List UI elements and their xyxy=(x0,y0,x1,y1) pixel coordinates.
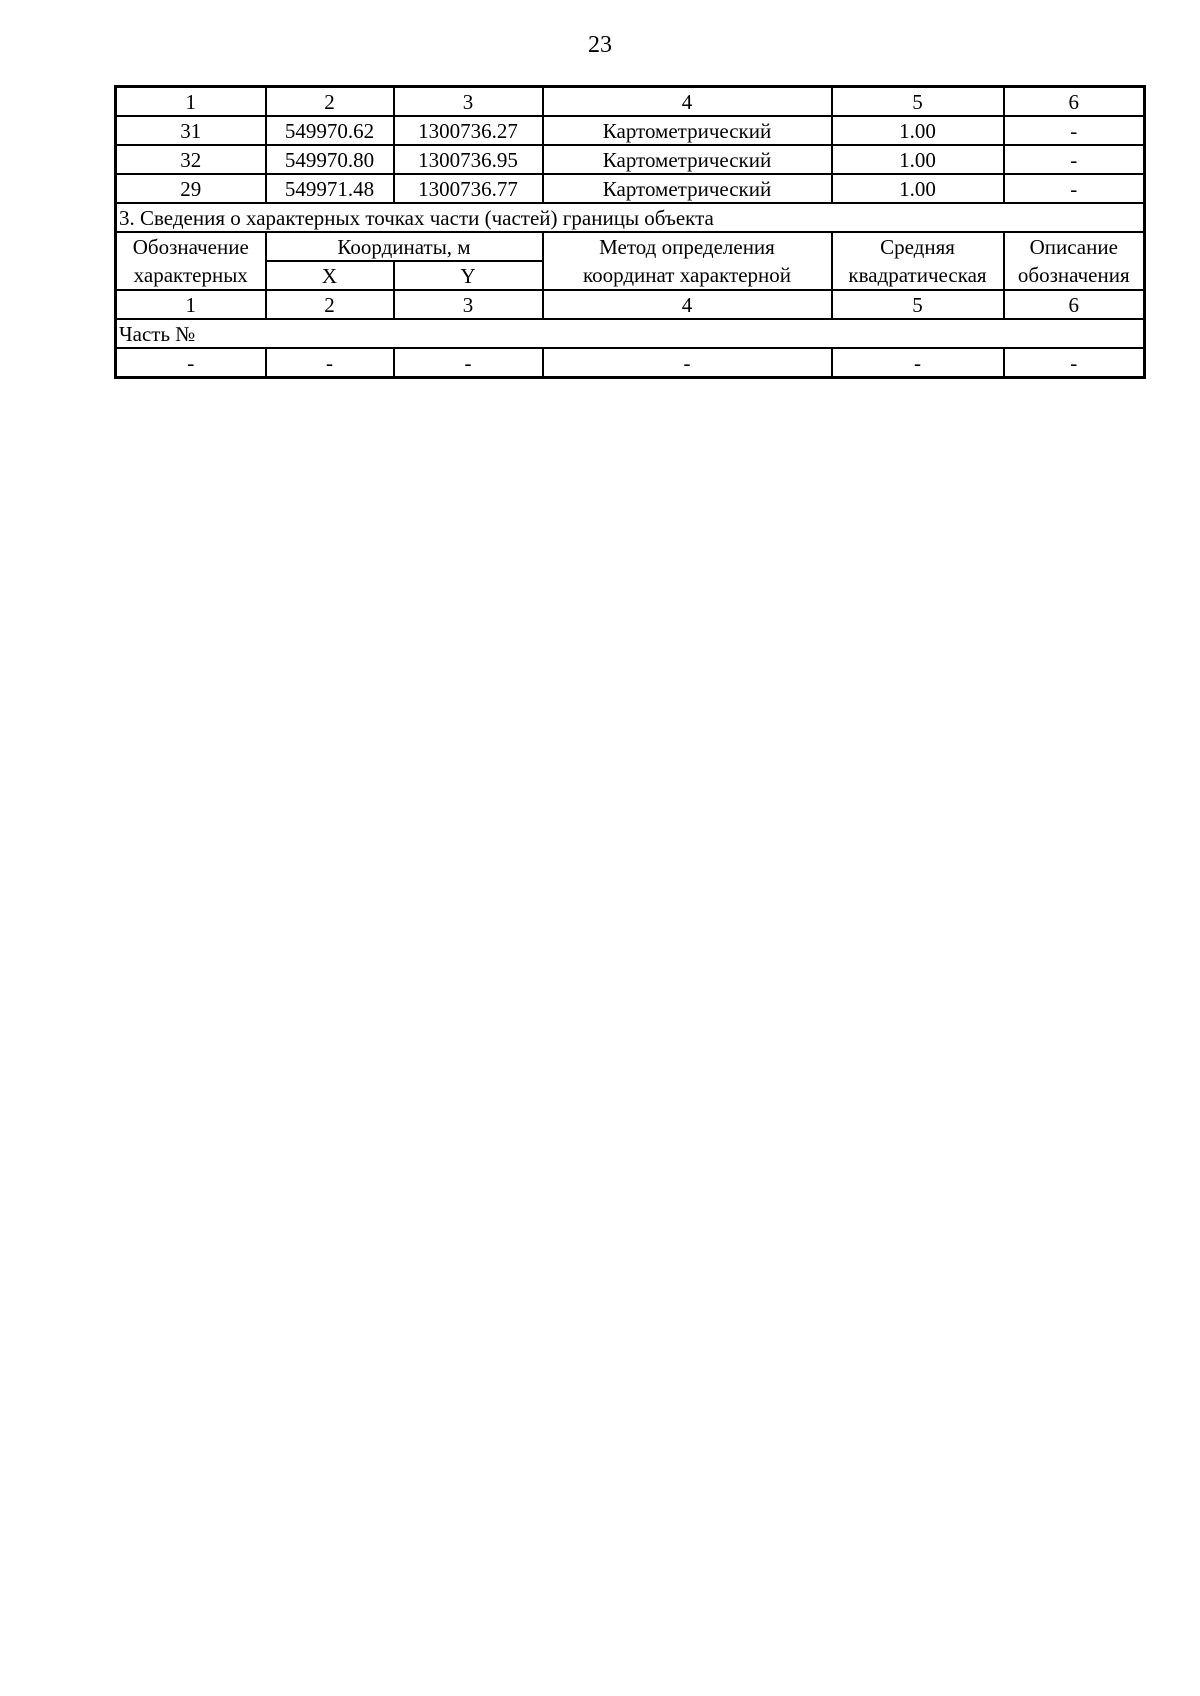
page-number: 23 xyxy=(588,32,612,58)
header-designation-line2: характерных xyxy=(116,261,266,290)
column-number: 4 xyxy=(543,290,832,319)
x-coordinate: 549971.48 xyxy=(266,174,394,203)
column-number: 2 xyxy=(266,87,394,117)
part-label-row xyxy=(116,319,1145,348)
empty-cell: - xyxy=(832,348,1004,378)
description: - xyxy=(1004,116,1145,145)
header-error-line2: квадратическая xyxy=(832,261,1004,290)
section-title-row xyxy=(116,203,1145,232)
table-row xyxy=(116,348,1145,378)
method: Картометрический xyxy=(543,174,832,203)
header-designation-line1: Обозначение xyxy=(116,232,266,261)
empty-cell: - xyxy=(543,348,832,378)
mean-square-error: 1.00 xyxy=(832,174,1004,203)
method: Картометрический xyxy=(543,145,832,174)
y-coordinate: 1300736.95 xyxy=(394,145,543,174)
column-number-row xyxy=(116,290,1145,319)
y-coordinate: 1300736.77 xyxy=(394,174,543,203)
column-number: 1 xyxy=(116,290,266,319)
x-coordinate: 549970.62 xyxy=(266,116,394,145)
table-row xyxy=(116,116,1145,145)
description: - xyxy=(1004,145,1145,174)
column-number: 5 xyxy=(832,87,1004,117)
section-title: 3. Сведения о характерных точках части (частей) границы объекта xyxy=(116,203,1145,232)
header-method-line1: Метод определения xyxy=(543,232,832,261)
mean-square-error: 1.00 xyxy=(832,145,1004,174)
empty-cell: - xyxy=(394,348,543,378)
x-coordinate: 549970.80 xyxy=(266,145,394,174)
empty-cell: - xyxy=(266,348,394,378)
header-x: X xyxy=(266,261,394,290)
mean-square-error: 1.00 xyxy=(832,116,1004,145)
part-label: Часть № xyxy=(116,319,1145,348)
point-id: 29 xyxy=(116,174,266,203)
column-number: 3 xyxy=(394,87,543,117)
header-row-top xyxy=(116,232,1145,261)
header-error-line1: Средняя xyxy=(832,232,1004,261)
coordinates-table xyxy=(114,85,1146,379)
column-number: 3 xyxy=(394,290,543,319)
empty-cell: - xyxy=(1004,348,1145,378)
header-y: Y xyxy=(394,261,543,290)
point-id: 32 xyxy=(116,145,266,174)
column-number: 6 xyxy=(1004,290,1145,319)
column-number: 2 xyxy=(266,290,394,319)
header-row-bottom xyxy=(116,261,1145,290)
column-number: 4 xyxy=(543,87,832,117)
table-row xyxy=(116,174,1145,203)
header-description-line1: Описание xyxy=(1004,232,1145,261)
description: - xyxy=(1004,174,1145,203)
column-number: 5 xyxy=(832,290,1004,319)
empty-cell: - xyxy=(116,348,266,378)
method: Картометрический xyxy=(543,116,832,145)
point-id: 31 xyxy=(116,116,266,145)
table-row xyxy=(116,145,1145,174)
column-number: 6 xyxy=(1004,87,1145,117)
column-number-row xyxy=(116,87,1145,117)
header-description-line2: обозначения xyxy=(1004,261,1145,290)
y-coordinate: 1300736.27 xyxy=(394,116,543,145)
header-coordinates: Координаты, м xyxy=(266,232,543,261)
column-number: 1 xyxy=(116,87,266,117)
header-method-line2: координат характерной xyxy=(543,261,832,290)
